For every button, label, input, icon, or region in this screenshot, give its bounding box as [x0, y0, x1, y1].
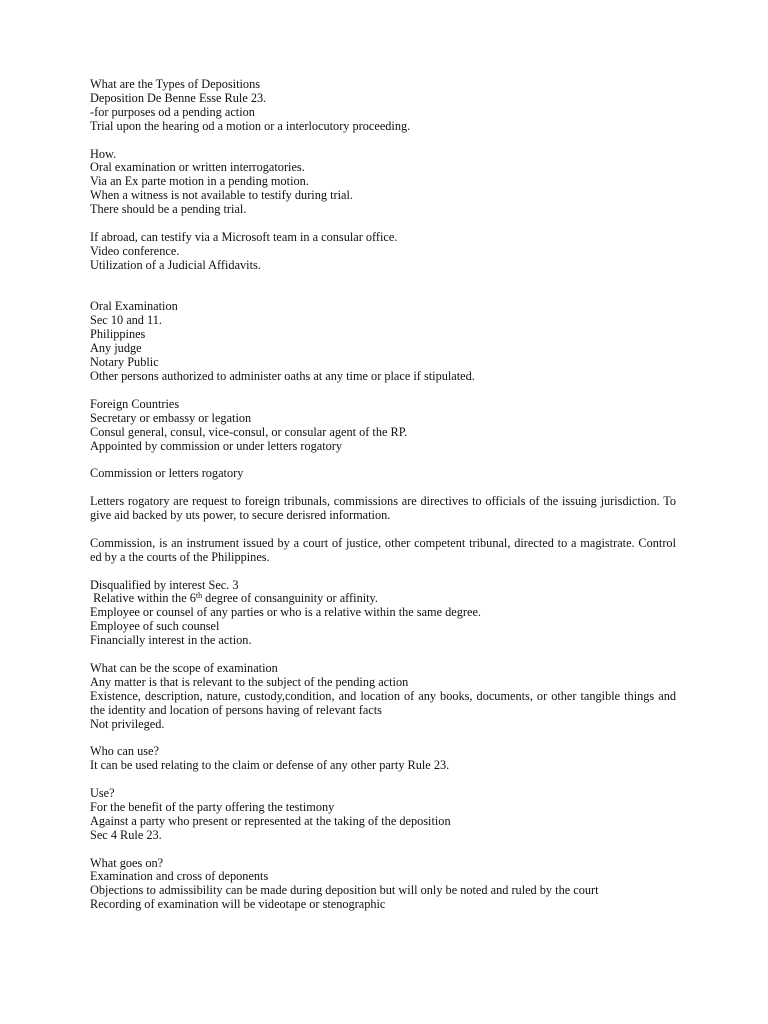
text-line: -for purposes od a pending action [90, 104, 255, 119]
text-line: Secretary or embassy or legation [90, 410, 252, 425]
text-line: Philippines [90, 327, 146, 342]
text-line: Sec 4 Rule 23. [90, 827, 162, 842]
text-run: degree of consanguinity or affinity. [202, 591, 378, 606]
text-line: Oral examination or written interrogatories. [90, 160, 305, 175]
text-line: It can be used relating to the claim or defense of any other party Rule 23. [90, 758, 450, 773]
ordinal-superscript: th [195, 591, 203, 601]
letters-rogatory-section [90, 495, 676, 523]
section-heading: What can be the scope of examination [90, 660, 278, 675]
text-line: Appointed by commission or under letters rogatory [90, 438, 343, 453]
foreign-countries-section [90, 398, 676, 454]
text-line: When a witness is not available to testify during trial. [90, 188, 353, 203]
text-line: Recording of examination will be videotape or stenographic [90, 897, 386, 912]
how-section [90, 148, 676, 218]
text-line: Notary Public [90, 355, 159, 370]
paragraph: Letters rogatory are request to foreign tribunals, commissions are directives to officials of the issuing jurisdiction. To give aid backed by uts power, to secure derisred information. [90, 494, 676, 522]
commission-heading-section [90, 467, 676, 481]
section-heading: What are the Types of Depositions [90, 77, 261, 91]
section-heading: Who can use? [90, 744, 159, 759]
text-line: Employee of such counsel [90, 619, 220, 634]
section-heading: Foreign Countries [90, 396, 180, 411]
text-line: Via an Ex parte motion in a pending motion. [90, 174, 309, 189]
scope-of-examination-section [90, 662, 676, 732]
section-heading: Oral Examination [90, 299, 178, 314]
paragraph: Commission, is an instrument issued by a court of justice, other competent tribunal, directed to a magistrate. Control ed by a the courts of the Philippines. [90, 535, 676, 564]
if-abroad-section [90, 231, 676, 273]
text-line: Against a party who present or represented at the taking of the deposition [90, 813, 451, 828]
who-can-use-section [90, 745, 676, 773]
text-line: Objections to admissibility can be made during deposition but will only be noted and ruled by the court [90, 883, 599, 898]
text-line: Not privileged. [90, 716, 165, 731]
paragraph: Existence, description, nature, custody,condition, and location of any books, documents, or other tangible things and the identity and location of persons having of relevant facts [90, 688, 676, 717]
text-line: Video conference. [90, 243, 180, 258]
types-of-depositions-section [90, 78, 676, 134]
text-run: Relative within the 6 [90, 591, 196, 606]
oral-examination-section [90, 300, 676, 383]
section-heading: What goes on? [90, 855, 164, 870]
text-line: Utilization of a Judicial Affidavits. [90, 257, 261, 272]
text-line: There should be a pending trial. [90, 202, 247, 217]
section-heading: Disqualified by interest Sec. 3 [90, 577, 239, 592]
text-line: Consul general, consul, vice-consul, or consular agent of the RP. [90, 424, 408, 439]
text-line: Deposition De Benne Esse Rule 23. [90, 90, 267, 105]
text-line: Trial upon the hearing od a motion or a interlocutory proceeding. [90, 118, 411, 133]
section-heading: How. [90, 146, 117, 161]
text-line [90, 592, 676, 606]
disqualified-section [90, 579, 676, 649]
text-line: Any matter is that is relevant to the subject of the pending action [90, 674, 409, 689]
commission-section [90, 537, 676, 565]
document-body [90, 78, 676, 926]
what-goes-on-section [90, 857, 676, 913]
section-heading: Commission or letters rogatory [90, 466, 244, 481]
text-line: If abroad, can testify via a Microsoft team in a consular office. [90, 229, 398, 244]
text-line: Employee or counsel of any parties or who is a relative within the same degree. [90, 605, 481, 620]
text-line: Financially interest in the action. [90, 633, 252, 648]
text-line: Examination and cross of deponents [90, 869, 269, 884]
text-line: Other persons authorized to administer oaths at any time or place if stipulated. [90, 368, 475, 383]
text-line: Sec 10 and 11. [90, 313, 162, 328]
text-line: Any judge [90, 341, 142, 356]
text-line: For the benefit of the party offering the testimony [90, 799, 335, 814]
section-heading: Use? [90, 786, 115, 801]
use-section [90, 787, 676, 843]
